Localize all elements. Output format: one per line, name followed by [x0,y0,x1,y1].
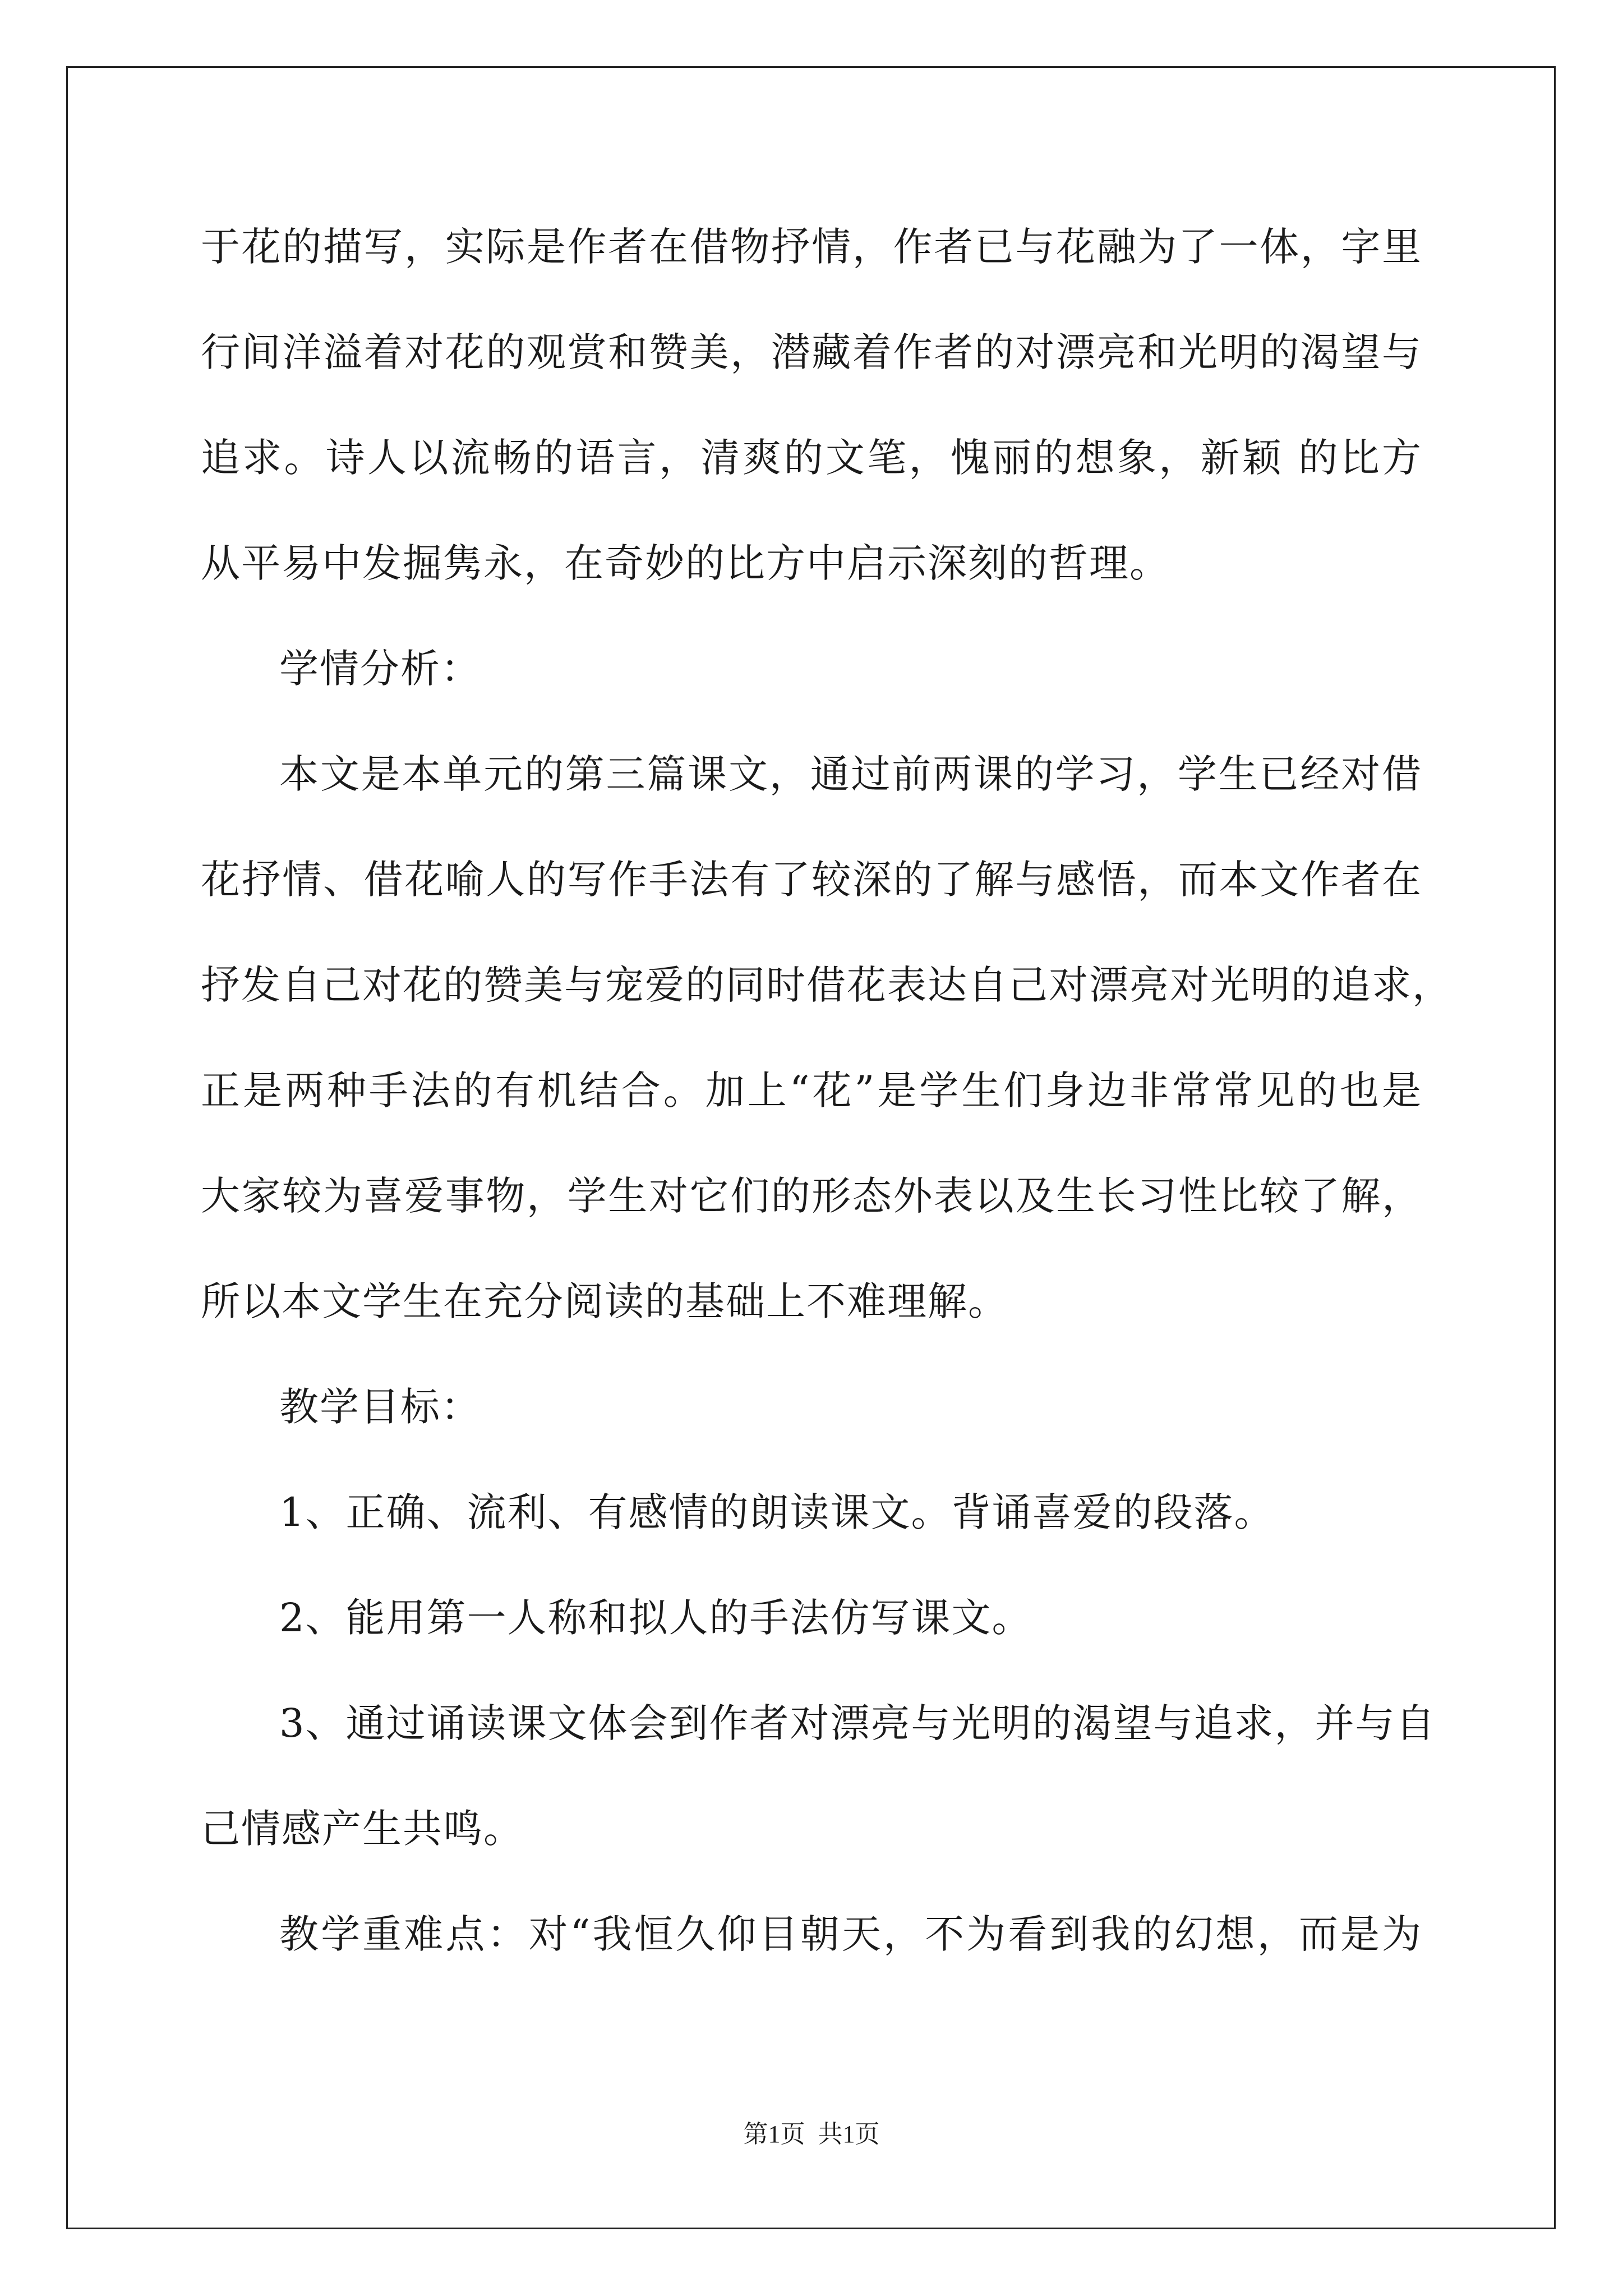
text-line: 所以本文学生在充分阅读的基础上不难理解。 [201,1278,1008,1324]
text-line: 于花的描写，实际是作者在借物抒情，作者已与花融为了一体，字里 [201,224,1422,270]
section-heading: 学情分析： [279,646,481,692]
text-line: 抒发自己对花的赞美与宠爱的同时借花表达自己对漂亮对光明的追求， [201,962,1453,1008]
text-line: 行间洋溢着对花的观赏和赞美，潜藏着作者的对漂亮和光明的渴望与 [201,329,1422,375]
text-line: 从平易中发掘隽永，在奇妙的比方中启示深刻的哲理。 [201,540,1170,586]
list-item: 3、通过诵读课文体会到作者对漂亮与光明的渴望与追求，并与自 [279,1700,1436,1746]
text-line: 己情感产生共鸣。 [201,1806,524,1852]
list-item: 2、能用第一人称和拟人的手法仿写课文。 [279,1595,1032,1641]
section-heading: 教学目标： [279,1384,481,1430]
list-item: 1、正确、流利、有感情的朗读课文。背诵喜爱的段落。 [279,1489,1275,1535]
text-line: 大家较为喜爱事物，学生对它们的形态外表以及生长习性比较了解， [201,1173,1422,1219]
section-heading: 教学重难点：对“我恒久仰目朝天，不为看到我的幻想，而是为 [279,1911,1422,1957]
text-line: 追求。诗人以流畅的语言，清爽的文笔，愧丽的想象，新颖 的比方 [201,435,1422,481]
text-line: 花抒情、借花喻人的写作手法有了较深的了解与感悟，而本文作者在 [201,857,1422,903]
page-total: 共1页 [818,2120,880,2148]
text-line: 本文是本单元的第三篇课文，通过前两课的学习，学生已经对借 [279,751,1422,797]
page-footer [0,2118,1623,2151]
page-number: 第1页 [743,2120,805,2148]
text-line: 正是两种手法的有机结合。加上“花”是学生们身边非常常见的也是 [201,1068,1422,1114]
